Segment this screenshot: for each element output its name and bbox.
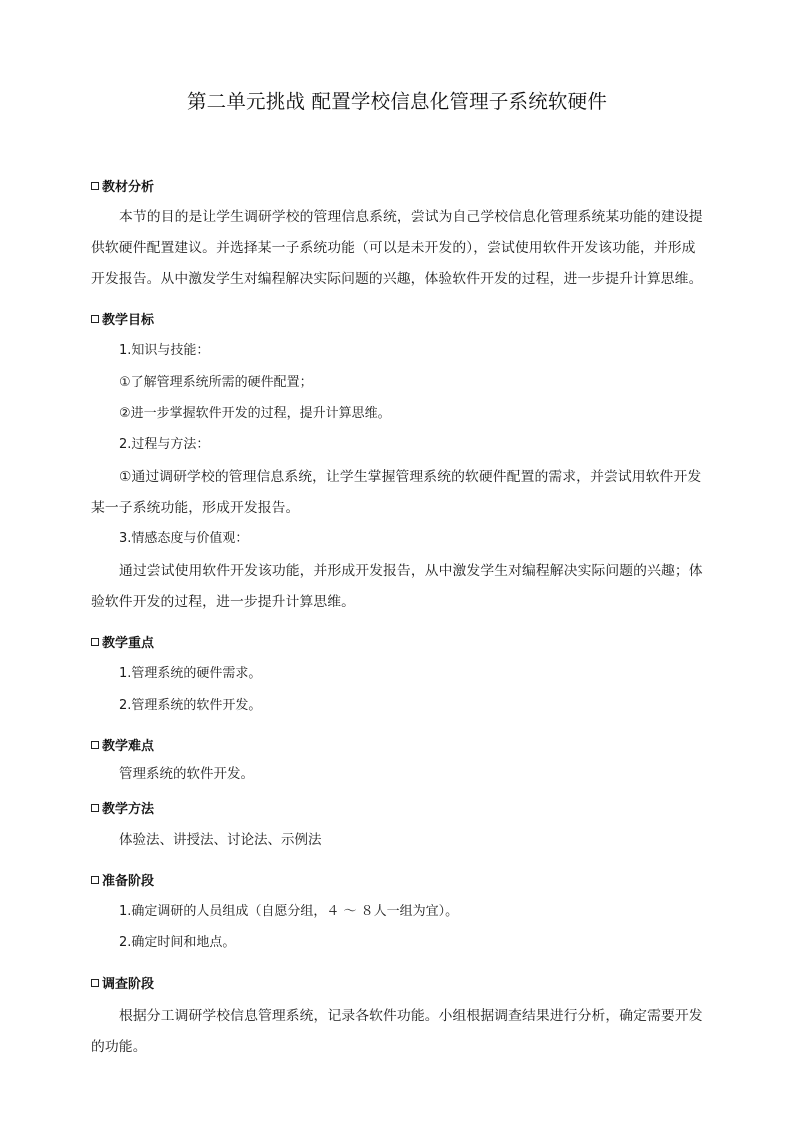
section-heading-survey <box>91 973 154 992</box>
section-heading-goals <box>91 309 154 328</box>
list-item: 2.管理系统的软件开发。 <box>119 698 262 713</box>
checkbox-bullet-icon <box>91 315 99 323</box>
section-heading-label: 准备阶段 <box>102 874 155 889</box>
paragraph-line: 的功能。 <box>91 1039 147 1055</box>
list-item-title: 3.情感态度与价值观： <box>119 531 249 546</box>
checkbox-bullet-icon <box>91 804 99 812</box>
paragraph-line: 通过尝试使用软件开发该功能，并形成开发报告，从中激发学生对编程解决实际问题的兴趣；体 <box>119 563 703 579</box>
checkbox-bullet-icon <box>91 638 99 646</box>
paragraph-line: 某一子系统功能，形成开发报告。 <box>91 500 300 516</box>
section-heading-analysis <box>91 176 154 195</box>
list-item: 1.确定调研的人员组成（自愿分组，４ ～ ８人一组为宜）。 <box>119 904 459 919</box>
list-item: 2.确定时间和地点。 <box>119 935 236 950</box>
checkbox-bullet-icon <box>91 741 99 749</box>
paragraph-line: 开发报告。从中激发学生对编程解决实际问题的兴趣，体验软件开发的过程，进一步提升计算思维。 <box>91 271 703 287</box>
paragraph-line: 体验法、讲授法、讨论法、示例法 <box>119 832 322 848</box>
section-heading-difficulties <box>91 735 154 754</box>
checkbox-bullet-icon <box>91 182 99 190</box>
section-heading-label: 教学难点 <box>102 739 155 754</box>
list-item: ②进一步掌握软件开发的过程，提升计算思维。 <box>119 406 391 421</box>
paragraph-line: 根据分工调研学校信息管理系统，记录各软件功能。小组根据调查结果进行分析，确定需要开发 <box>119 1008 703 1024</box>
section-heading-label: 教学目标 <box>102 313 155 328</box>
checkbox-bullet-icon <box>91 876 99 884</box>
section-heading-key-points <box>91 632 154 651</box>
checkbox-bullet-icon <box>91 979 99 987</box>
paragraph-line: 本节的目的是让学生调研学校的管理信息系统，尝试为自己学校信息化管理系统某功能的建设提 <box>119 209 703 225</box>
list-item: ①了解管理系统所需的硬件配置； <box>119 375 313 390</box>
section-heading-methods <box>91 798 154 817</box>
section-heading-label: 教材分析 <box>102 180 155 195</box>
section-heading-preparation <box>91 870 154 889</box>
section-heading-label: 教学重点 <box>102 636 155 651</box>
paragraph-line: ①通过调研学校的管理信息系统，让学生掌握管理系统的软硬件配置的需求，并尝试用软件开发 <box>119 469 702 485</box>
section-heading-label: 教学方法 <box>102 802 155 817</box>
section-heading-label: 调查阶段 <box>102 977 155 992</box>
list-item-title: 2.过程与方法： <box>119 437 210 452</box>
paragraph-line: 管理系统的软件开发。 <box>119 766 254 782</box>
paragraph-line: 供软硬件配置建议。并选择某一子系统功能（可以是未开发的），尝试使用软件开发该功能，并形成 <box>91 240 696 256</box>
paragraph-line: 验软件开发的过程，进一步提升计算思维。 <box>91 594 356 610</box>
page-title: 第二单元挑战 配置学校信息化管理子系统软硬件 <box>186 90 608 113</box>
list-item-title: 1.知识与技能： <box>119 343 210 358</box>
list-item: 1.管理系统的硬件需求。 <box>119 666 262 681</box>
